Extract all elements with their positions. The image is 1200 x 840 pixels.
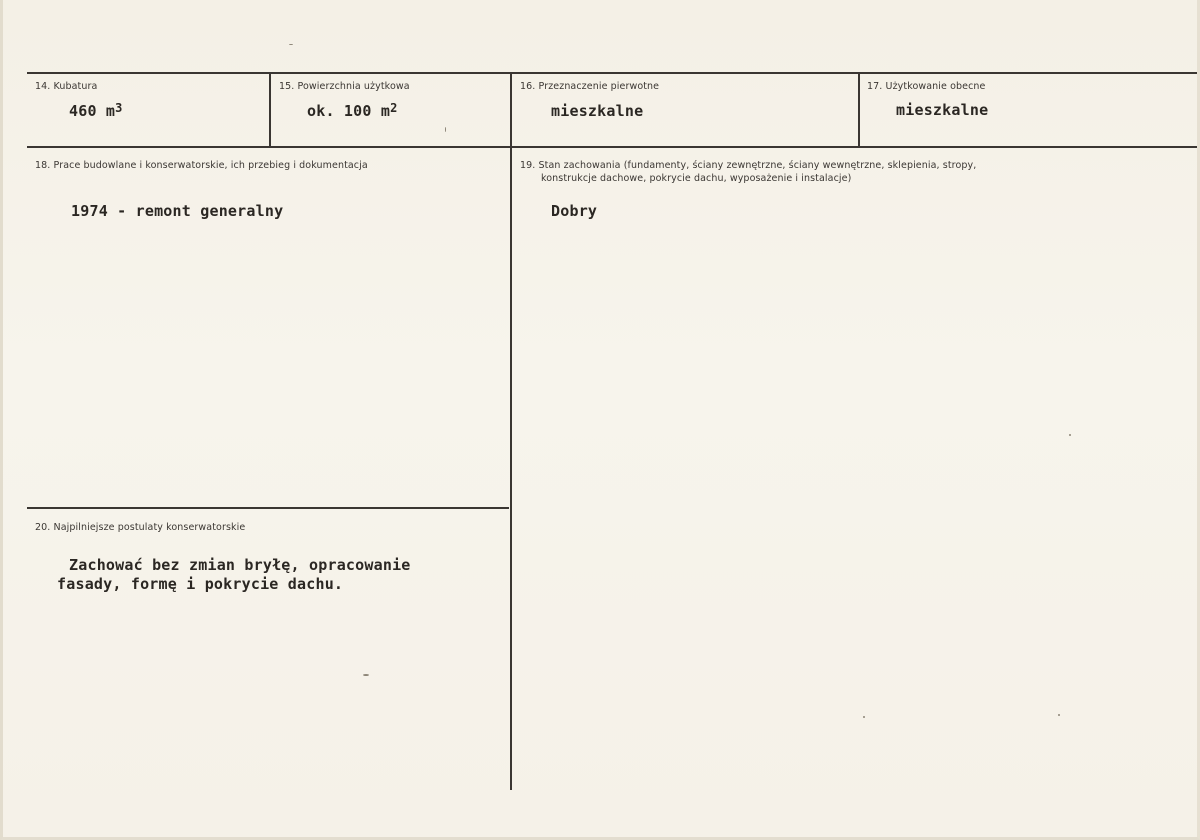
divider-16-17 — [858, 72, 860, 148]
main-column-divider — [510, 72, 512, 790]
field-15-label: 15. Powierzchnia użytkowa — [279, 81, 410, 92]
paper-speck — [363, 674, 369, 676]
field-14-value — [69, 102, 123, 120]
field-17-value: mieszkalne — [896, 101, 989, 119]
field-14-value-text: 460 m — [69, 102, 116, 120]
paper-speck — [1069, 434, 1071, 436]
field-19-label-line2: konstrukcje dachowe, pokrycie dachu, wyposażenie i instalacje) — [541, 173, 852, 184]
divider-14-15 — [269, 72, 271, 148]
paper-speck — [289, 44, 293, 45]
field-15-value — [307, 102, 398, 120]
field-14-unit-superscript: 3 — [115, 101, 123, 115]
field-19-label-line1: 19. Stan zachowania (fundamenty, ściany zewnętrzne, ściany wewnętrzne, sklepienia, stropy, — [520, 160, 977, 171]
field-19-value: Dobry — [551, 202, 598, 220]
field-15-unit-superscript: 2 — [390, 101, 398, 115]
field-18-value: 1974 - remont generalny — [71, 202, 284, 220]
paper-speck — [445, 127, 446, 132]
field-18-label: 18. Prace budowlane i konserwatorskie, ich przebieg i dokumentacja — [35, 160, 368, 171]
field-17-label: 17. Użytkowanie obecne — [867, 81, 986, 92]
field-20-value-line1: Zachować bez zmian bryłę, opracowanie — [69, 556, 411, 574]
paper-speck — [1058, 714, 1060, 716]
field-14-label: 14. Kubatura — [35, 81, 98, 92]
top-rule — [27, 72, 1197, 74]
field-16-value: mieszkalne — [551, 102, 644, 120]
paper-speck — [863, 716, 865, 718]
section-20-rule — [27, 507, 509, 509]
row-separator-rule — [27, 146, 1197, 148]
field-16-label: 16. Przeznaczenie pierwotne — [520, 81, 660, 92]
field-20-label: 20. Najpilniejsze postulaty konserwatorskie — [35, 522, 246, 533]
field-15-value-text: ok. 100 m — [307, 102, 391, 120]
field-20-value-line2: fasady, formę i pokrycie dachu. — [57, 575, 344, 593]
